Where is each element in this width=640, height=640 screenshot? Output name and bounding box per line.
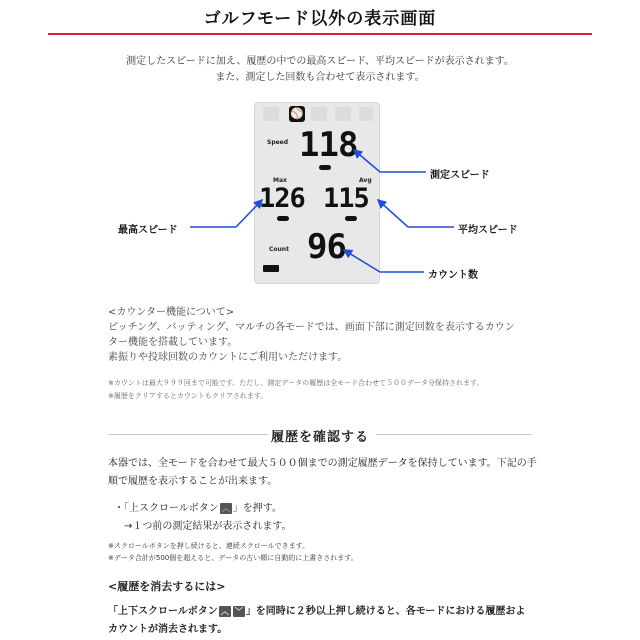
clear-line-2: カウントが消去されます。: [108, 624, 228, 635]
history-step-prefix: ・「上スクロールボタン: [114, 503, 219, 514]
counter-line-2: ター機能を搭載しています。: [108, 337, 238, 348]
speed-value: 118: [299, 125, 358, 165]
clear-line-1: [108, 603, 525, 621]
history-note-2: ※データ合計が500個を超えると、データの古い順に自動的に上書きされます。: [108, 554, 358, 562]
chevron-up-icon: ︿: [220, 606, 229, 616]
callout-measured-speed: 測定スピード: [430, 170, 490, 181]
intro-line-1: 測定したスピードに加え、履歴の中での最高スピード、平均スピードが表示されます。: [126, 56, 514, 67]
arrow-icon: [190, 200, 262, 227]
history-note-1: ※スクロールボタンを押し続けると、連続スクロールできます。: [108, 542, 310, 550]
history-step: [114, 500, 282, 518]
counter-note-1: ※カウントは最大９９９回まで可能です。ただし、測定データの履歴は全モード合わせて５００データ分保持されます。: [108, 379, 484, 387]
history-para-1: 本器では、全モードを合わせて最大５００個までの測定履歴データを保持しています。下記の手: [108, 458, 537, 469]
speed-label: Speed: [267, 139, 289, 146]
baseball-icon: ⚾: [290, 107, 304, 120]
counter-line-1: ピッチング、バッティング、マルチの各モードでは、画面下部に測定回数を表示するカウン: [108, 322, 515, 333]
count-label: Count: [269, 246, 289, 253]
callout-avg-speed: 平均スピード: [458, 225, 518, 236]
clear-heading: <履歴を消去するには>: [108, 580, 226, 593]
callout-count: カウント数: [428, 270, 478, 281]
counter-note-2: ※履歴をクリアするとカウントもクリアされます。: [108, 392, 268, 400]
intro-line-2: また、測定した回数も合わせて表示されます。: [215, 72, 425, 83]
clear-line-1-suffix: 」を同時に２秒以上押し続けると、各モードにおける履歴およ: [245, 606, 526, 617]
history-para-2: 順で履歴を表示することが出来ます。: [108, 476, 278, 487]
max-label: Max: [273, 177, 287, 184]
counter-line-3: 素振りや投球回数のカウントにご利用いただけます。: [108, 352, 348, 363]
history-heading: 履歴を確認する: [270, 430, 369, 445]
chevron-down-icon: ﹀: [234, 606, 243, 616]
count-value: 96: [307, 227, 346, 267]
callout-arrows: [0, 0, 640, 300]
clear-line-1-prefix: 「上下スクロールボタン: [108, 606, 218, 617]
counter-heading: <カウンター機能について>: [108, 307, 235, 318]
arrow-icon: [378, 200, 454, 227]
history-step-suffix: 」を押す。: [232, 503, 283, 514]
history-result: →１つ前の測定結果が表示されます。: [124, 521, 292, 532]
max-value: 126: [259, 183, 305, 214]
arrow-icon: [354, 150, 426, 172]
avg-label: Avg: [359, 177, 372, 184]
chevron-up-icon: ︿: [221, 503, 230, 513]
arrow-icon: [344, 250, 424, 272]
page-title: ゴルフモード以外の表示画面: [203, 9, 437, 29]
avg-value: 115: [323, 183, 369, 214]
callout-max-speed: 最高スピード: [118, 225, 178, 236]
